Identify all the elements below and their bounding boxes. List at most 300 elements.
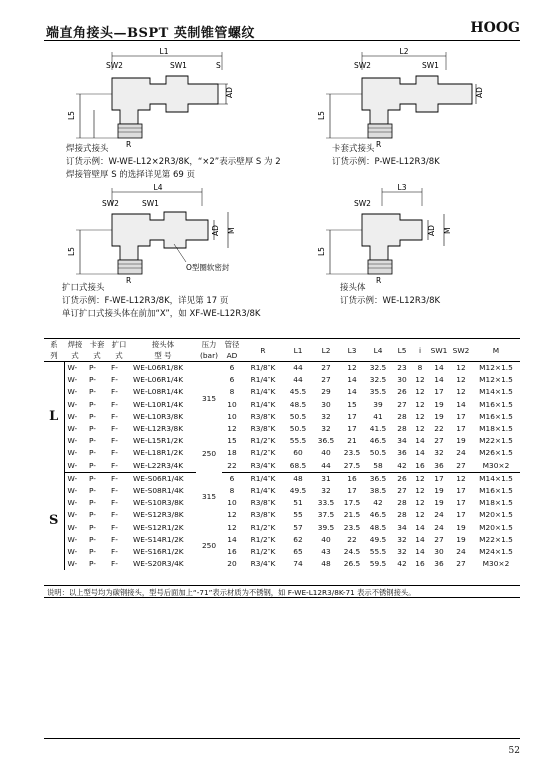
cell-i: 14 (415, 522, 425, 532)
cell-flare: F- (111, 534, 118, 544)
cell-l5: 26 (397, 473, 407, 483)
table-note: 说明：以上型号均为碳钢接头，型号后面加上“-71”表示材质为不锈钢，如 F-WE-L12R3/8K-71 表示不锈钢接头。 (44, 585, 520, 598)
cell-sw1: 30 (434, 547, 444, 557)
cell-l2: 32 (321, 486, 331, 496)
cell-weld: W- (67, 522, 78, 532)
cell-l5: 27 (397, 486, 407, 496)
cell-body: WE-S14R1/2K (133, 534, 184, 544)
cell-l3: 14 (347, 387, 357, 397)
cell-l4: 32.5 (369, 375, 387, 385)
cell-body: WE-L15R1/2K (133, 436, 184, 446)
dim-ad: AD (225, 87, 234, 98)
cell-m: M16×1.5 (479, 411, 513, 421)
table-row (44, 485, 520, 497)
cell-l2: 39.5 (317, 522, 335, 532)
cell-m: M16×1.5 (479, 486, 513, 496)
cell-l2: 31 (321, 473, 331, 483)
cell-r: R1/2″K (250, 436, 276, 446)
cell-ad: 22 (222, 460, 242, 473)
table-row (44, 374, 520, 386)
cell-sw2: 17 (456, 486, 466, 496)
col-sw1: SW1 (430, 345, 448, 355)
pressure-cell: 250 (201, 540, 217, 550)
cell-sw1: 14 (434, 375, 444, 385)
cell-l4: 55.5 (369, 547, 387, 557)
cell-body: WE-S20R3/4K (133, 559, 184, 569)
cell-body: WE-L18R1/2K (133, 448, 184, 458)
cell-l5: 42 (392, 460, 412, 473)
cell-l2: 40 (321, 534, 331, 544)
cell-ad: 10 (227, 411, 237, 421)
cell-r: R1/4″K (250, 399, 276, 409)
cell-weld: W- (67, 498, 78, 508)
cell-l1: 55.5 (289, 436, 307, 446)
col-sw2: SW2 (452, 345, 470, 355)
cell-l1: 68.5 (284, 460, 312, 473)
cell-r: R1/8″K (250, 363, 276, 372)
col-weld: 焊接 式 (67, 340, 83, 360)
cell-r: R1/2″K (250, 448, 276, 458)
cell-l5: 28 (397, 510, 407, 520)
cell-l5: 34 (397, 436, 407, 446)
cell-m: M18×1.5 (479, 498, 513, 508)
cell-l4: 49.5 (369, 534, 387, 544)
weld-caption-note: 焊接管壁厚 S 的选择详见第 69 页 (66, 170, 196, 180)
col-l5: L5 (397, 345, 407, 355)
cell-sw2: 12 (456, 473, 466, 483)
cell-i: 14 (415, 448, 425, 458)
cell-sw2: 24 (456, 547, 466, 557)
cell-m: M12×1.5 (479, 375, 513, 385)
cell-sw1: 24 (434, 510, 444, 520)
body-caption-title: 接头体 (340, 283, 366, 293)
cell-l4: 36.5 (369, 473, 387, 483)
cell-body: WE-L10R1/4K (133, 399, 184, 409)
flare-caption-note: 单订扩口式接头体在前加“X”，如 XF-WE-L12R3/8K (62, 309, 261, 319)
cell-l5: 28 (397, 424, 407, 434)
cell-l2: 27 (321, 375, 331, 385)
cell-i: 14 (415, 534, 425, 544)
cell-l3: 24.5 (343, 547, 361, 557)
cell-m: M18×1.5 (479, 424, 513, 434)
col-l3: L3 (347, 345, 357, 355)
cell-ferrule: P- (89, 547, 96, 557)
cell-l3: 23.5 (343, 448, 361, 458)
cell-flare: F- (111, 411, 118, 421)
table-row (44, 362, 520, 375)
cell-flare: F- (111, 387, 118, 397)
flare-caption-order: 订货示例：F-WE-L12R3/8K，详见第 17 页 (62, 296, 229, 306)
cell-weld: W- (67, 448, 78, 458)
dim-sw2: SW2 (106, 61, 123, 70)
dim-l5: L5 (67, 111, 76, 120)
dim-r: R (126, 276, 132, 285)
cell-sw1: 19 (434, 411, 444, 421)
cell-l3: 26.5 (343, 559, 361, 569)
cell-sw2: 12 (456, 375, 466, 385)
cell-sw1: 36 (428, 460, 450, 473)
cell-l3: 12 (347, 363, 357, 372)
cell-l2: 43 (321, 547, 331, 557)
cell-flare: F- (111, 522, 118, 532)
cell-m: M20×1.5 (479, 522, 513, 532)
cell-weld: W- (64, 460, 86, 473)
cell-sw2: 17 (456, 411, 466, 421)
dim-l4: L4 (153, 183, 163, 192)
col-series: 系 列 (50, 340, 58, 360)
table-row (44, 447, 520, 459)
flare-caption-title: 扩口式接头 (62, 283, 105, 293)
cell-ad: 18 (227, 448, 237, 458)
cell-m: M16×1.5 (479, 399, 513, 409)
cell-i: 12 (415, 399, 425, 409)
cell-ferrule: P- (89, 510, 96, 520)
cell-body: WE-L06R1/4K (133, 375, 184, 385)
cell-ad: 20 (227, 559, 237, 569)
cell-sw1: 19 (434, 486, 444, 496)
cell-sw1: 19 (434, 399, 444, 409)
cell-l5: 28 (397, 498, 407, 508)
cell-weld: W- (67, 411, 78, 421)
cell-weld: W- (67, 547, 78, 557)
dim-m: M (227, 227, 236, 234)
cell-sw2: 27 (450, 460, 472, 473)
cell-weld: W- (67, 534, 78, 544)
table-row (44, 472, 520, 485)
dim-r: R (126, 140, 132, 149)
cell-m: M20×1.5 (479, 510, 513, 520)
cell-l4: 50.5 (369, 448, 387, 458)
cell-weld: W- (67, 473, 78, 483)
cell-body: WE-L08R1/4K (133, 387, 184, 397)
dim-l5: L5 (67, 247, 76, 256)
cell-body: WE-S12R1/2K (133, 522, 184, 532)
weld-fitting-diagram (68, 46, 238, 151)
cell-l4: 59.5 (369, 559, 387, 569)
cell-ferrule: P- (89, 498, 96, 508)
cell-l1: 55 (293, 510, 303, 520)
table-row (44, 509, 520, 521)
dim-sw1: SW1 (422, 61, 439, 70)
cell-body: WE-L06R1/8K (133, 363, 184, 372)
cell-body: WE-L12R3/8K (133, 424, 184, 434)
dim-l1: L1 (159, 47, 169, 56)
col-i: i (418, 345, 422, 355)
cell-weld: W- (67, 375, 78, 385)
cell-r: R3/4″K (250, 559, 276, 569)
cell-ad: 15 (227, 436, 237, 446)
cell-ferrule: P- (89, 399, 96, 409)
cell-l2: 40 (321, 448, 331, 458)
cell-flare: F- (111, 399, 118, 409)
cell-body: WE-L22R3/4K (130, 460, 196, 473)
cell-sw2: 19 (456, 522, 466, 532)
cell-l4: 35.5 (369, 387, 387, 397)
page-title: 端直角接头—BSPT 英制锥管螺纹 (46, 26, 255, 41)
cell-flare: F- (111, 448, 118, 458)
cell-m: M12×1.5 (479, 363, 513, 372)
cell-ferrule: P- (89, 559, 96, 569)
cell-ferrule: P- (89, 473, 96, 483)
body-caption-order: 订货示例：WE-L12R3/8K (340, 296, 441, 306)
cell-l4: 42 (373, 498, 383, 508)
pressure-cell: 315 (201, 393, 217, 403)
cell-l5: 42 (397, 559, 407, 569)
cell-ferrule: P- (89, 522, 96, 532)
table-row (44, 546, 520, 558)
cell-i: 14 (415, 547, 425, 557)
ferrule-caption-title: 卡套式接头 (332, 144, 375, 154)
cell-l4: 41.5 (369, 424, 387, 434)
header-rule (44, 40, 520, 41)
cell-r: R1/4″K (250, 375, 276, 385)
cell-l5: 36 (397, 448, 407, 458)
cell-r: R1/4″K (250, 486, 276, 496)
cell-l3: 23.5 (343, 522, 361, 532)
cell-ad: 12 (227, 522, 237, 532)
cell-ferrule: P- (89, 411, 96, 421)
col-ferrule: 卡套 式 (89, 340, 105, 360)
cell-i: 12 (415, 387, 425, 397)
cell-ferrule: P- (89, 448, 96, 458)
dim-l3: L3 (397, 183, 407, 192)
cell-l3: 17.5 (343, 498, 361, 508)
pressure-cell: 315 (201, 491, 217, 501)
cell-l3: 14 (347, 375, 357, 385)
table-header-row (44, 339, 520, 362)
cell-l2: 33.5 (317, 498, 335, 508)
dim-sw1: SW1 (170, 61, 187, 70)
cell-sw1: 17 (434, 473, 444, 483)
cell-m: M26×1.5 (479, 448, 513, 458)
cell-l2: 37.5 (317, 510, 335, 520)
cell-r: R3/8″K (250, 510, 276, 520)
cell-flare: F- (111, 424, 118, 434)
cell-l1: 50.5 (289, 411, 307, 421)
cell-sw2: 24 (456, 448, 466, 458)
cell-ad: 6 (229, 375, 235, 385)
col-pressure: 压力 (bar) (199, 340, 219, 360)
spec-table (44, 338, 520, 570)
cell-r: R3/8″K (250, 411, 276, 421)
cell-sw2: 12 (456, 387, 466, 397)
dim-r: R (376, 276, 382, 285)
cell-l2: 27 (321, 363, 331, 372)
dim-sw1: SW1 (142, 199, 159, 208)
cell-weld: W- (67, 436, 78, 446)
dim-ad: AD (475, 87, 484, 98)
pressure-cell: 250 (201, 448, 217, 458)
footer-rule (44, 738, 520, 739)
cell-l3: 16 (347, 473, 357, 483)
dim-r: R (376, 140, 382, 149)
cell-l2: 32 (321, 411, 331, 421)
cell-l3: 15 (347, 399, 357, 409)
cell-l4: 39 (373, 399, 383, 409)
cell-r: R1/2″K (250, 522, 276, 532)
cell-sw1: 24 (434, 522, 444, 532)
page-number: 52 (508, 746, 520, 756)
cell-ferrule: P- (89, 534, 96, 544)
cell-weld: W- (67, 387, 78, 397)
cell-ad: 8 (229, 486, 235, 496)
dim-s: S (216, 61, 221, 70)
cell-l1: 44 (293, 375, 303, 385)
cell-l1: 49.5 (289, 486, 307, 496)
cell-l4: 46.5 (369, 436, 387, 446)
cell-i: 12 (415, 424, 425, 434)
cell-ferrule: P- (89, 486, 96, 496)
cell-body: WE-S12R3/8K (133, 510, 184, 520)
cell-m: M30×2 (472, 460, 520, 473)
dim-l5: L5 (317, 247, 326, 256)
cell-body: WE-L10R3/8K (133, 411, 184, 421)
cell-sw1: 22 (434, 424, 444, 434)
cell-r: R3/4″K (242, 460, 284, 473)
cell-sw2: 19 (456, 436, 466, 446)
table-row (44, 435, 520, 447)
cell-ad: 16 (227, 547, 237, 557)
cell-sw2: 17 (456, 498, 466, 508)
cell-body: WE-S10R3/8K (133, 498, 184, 508)
cell-ferrule: P- (89, 424, 96, 434)
body-caption (340, 282, 440, 308)
cell-l5: 34 (397, 522, 407, 532)
cell-i: 16 (412, 460, 428, 473)
cell-ad: 10 (227, 498, 237, 508)
cell-flare: F- (108, 460, 130, 473)
cell-l3: 21.5 (343, 510, 361, 520)
cell-l5: 30 (397, 375, 407, 385)
cell-l1: 44 (293, 363, 303, 372)
cell-m: M22×1.5 (479, 534, 513, 544)
cell-l4: 46.5 (369, 510, 387, 520)
cell-i: 14 (415, 436, 425, 446)
cell-flare: F- (111, 547, 118, 557)
cell-ad: 10 (227, 399, 237, 409)
cell-ad: 12 (227, 424, 237, 434)
cell-m: M24×1.5 (479, 547, 513, 557)
body-fitting-diagram (318, 184, 468, 290)
cell-flare: F- (111, 436, 118, 446)
cell-weld: W- (67, 510, 78, 520)
cell-sw1: 17 (434, 387, 444, 397)
cell-l1: 57 (293, 522, 303, 532)
cell-r: R3/8″K (250, 498, 276, 508)
cell-i: 12 (415, 498, 425, 508)
cell-l2: 30 (321, 399, 331, 409)
cell-ad: 12 (227, 510, 237, 520)
cell-ad: 14 (227, 534, 237, 544)
cell-i: 12 (415, 411, 425, 421)
cell-i: 8 (417, 363, 423, 372)
cell-r: R1/2″K (250, 534, 276, 544)
cell-l3: 17 (347, 411, 357, 421)
cell-ad: 8 (229, 387, 235, 397)
dim-m: M (443, 227, 452, 234)
cell-l5: 28 (397, 411, 407, 421)
cell-ferrule: P- (89, 436, 96, 446)
dim-sw2: SW2 (102, 199, 119, 208)
cell-sw1: 14 (434, 363, 444, 372)
cell-sw2: 19 (456, 534, 466, 544)
cell-ferrule: P- (89, 363, 96, 372)
cell-l1: 62 (293, 534, 303, 544)
brand-logo: HOOG (470, 20, 520, 36)
table-row (44, 399, 520, 411)
col-ad: 管径 AD (224, 340, 240, 360)
cell-r: R1/4″K (250, 473, 276, 483)
cell-l3: 27.5 (340, 460, 364, 473)
cell-flare: F- (111, 486, 118, 496)
flare-fitting-diagram (68, 184, 258, 290)
cell-weld: W- (67, 559, 78, 569)
cell-flare: F- (111, 363, 118, 372)
cell-l2: 32 (321, 424, 331, 434)
series-label: S (44, 472, 64, 570)
cell-sw1: 36 (434, 559, 444, 569)
cell-flare: F- (111, 510, 118, 520)
cell-weld: W- (67, 424, 78, 434)
cell-l3: 17 (347, 424, 357, 434)
table-row (44, 460, 520, 473)
dim-sw2: SW2 (354, 199, 371, 208)
cell-sw1: 19 (434, 498, 444, 508)
cell-l5: 32 (397, 547, 407, 557)
dim-ad: AD (211, 225, 220, 236)
cell-l1: 50.5 (289, 424, 307, 434)
table-row (44, 534, 520, 546)
cell-l4: 58 (364, 460, 392, 473)
table-row (44, 497, 520, 509)
cell-flare: F- (111, 473, 118, 483)
table-body (44, 362, 520, 571)
cell-l1: 65 (293, 547, 303, 557)
cell-l3: 21 (347, 436, 357, 446)
cell-l2: 36.5 (317, 436, 335, 446)
cell-weld: W- (67, 399, 78, 409)
dim-l5: L5 (317, 111, 326, 120)
cell-r: R1/4″K (250, 387, 276, 397)
ferrule-caption-order: 订货示例：P-WE-L12R3/8K (332, 157, 440, 167)
cell-body: WE-S08R1/4K (133, 486, 184, 496)
col-l1: L1 (293, 345, 303, 355)
dim-l2: L2 (399, 47, 409, 56)
dim-ad: AD (427, 225, 436, 236)
col-l2: L2 (321, 345, 331, 355)
cell-l2: 48 (321, 559, 331, 569)
cell-l4: 32.5 (369, 363, 387, 372)
cell-sw2: 27 (456, 559, 466, 569)
table-row (44, 386, 520, 398)
cell-r: R3/8″K (250, 424, 276, 434)
cell-sw2: 17 (456, 424, 466, 434)
table-row (44, 522, 520, 534)
cell-m: M14×1.5 (479, 473, 513, 483)
flare-caption (62, 282, 260, 321)
cell-i: 12 (415, 510, 425, 520)
cell-l3: 22 (347, 534, 357, 544)
weld-caption-order: 订货示例：W-WE-L12×2R3/8K，“×2”表示壁厚 S 为 2 (66, 157, 281, 167)
col-m: M (492, 345, 500, 355)
cell-l4: 38.5 (369, 486, 387, 496)
cell-sw2: 14 (456, 399, 466, 409)
cell-l1: 60 (293, 448, 303, 458)
cell-l1: 51 (293, 498, 303, 508)
cell-ferrule: P- (89, 387, 96, 397)
cell-i: 12 (415, 375, 425, 385)
col-body: 接头体 型 号 (151, 340, 175, 360)
